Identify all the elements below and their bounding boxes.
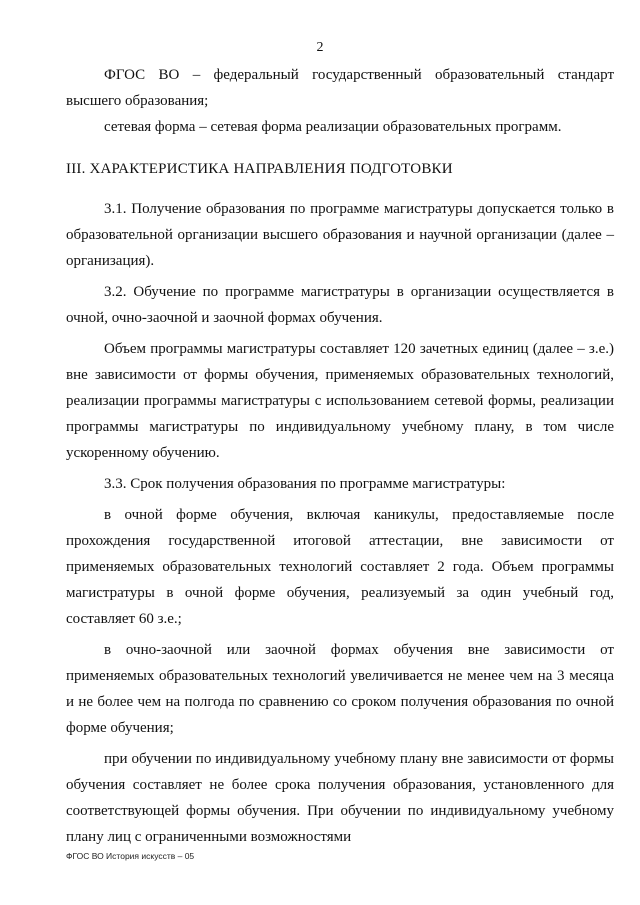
paragraph-3-3: 3.3. Срок получения образования по программе магистратуры: — [104, 476, 506, 492]
paragraph-part-time: в очно-заочной или заочной формах обучения вне зависимости от применяемых образовательных технологий увеличивается не менее чем на 3 месяца и не более чем на полгода по сравнению со сроком получения образования по очной форме обучения; — [66, 642, 614, 736]
footer-label: ФГОС ВО История искусств – 05 — [66, 851, 195, 861]
paragraph-individual-plan: при обучении по индивидуальному учебному плану вне зависимости от формы обучения составляет не более срока получения образования, установленного для соответствующей формы обучения. При обучении по индивидуальному учебному плану лиц с ограниченными возможностями — [66, 751, 614, 845]
paragraph-full-time: в очной форме обучения, включая каникулы, предоставляемые после прохождения государственной итоговой аттестации, вне зависимости от применяемых образовательных технологий составляет 2 года. Объем программы магистратуры в очной форме обучения, реализуемый за один учебный год, составляет 60 з.е.; — [66, 507, 614, 627]
paragraph-3-1: 3.1. Получение образования по программе магистратуры допускается только в образовательной организации высшего образования и научной организации (далее – организация). — [66, 201, 614, 269]
paragraph-fgos-definition: ФГОС ВО – федеральный государственный образовательный стандарт высшего образования; — [66, 67, 614, 109]
paragraph-program-volume: Объем программы магистратуры составляет 120 зачетных единиц (далее – з.е.) вне зависимости от формы обучения, применяемых образовательных технологий, реализации программы магистратуры с использованием сетевой формы, реализации программы магистратуры по индивидуальному учебному плану, в том числе ускоренному обучению. — [66, 341, 614, 461]
document-body — [66, 62, 614, 850]
section-heading: III. ХАРАКТЕРИСТИКА НАПРАВЛЕНИЯ ПОДГОТОВКИ — [66, 161, 453, 177]
page-number: 2 — [316, 40, 324, 55]
paragraph-3-2: 3.2. Обучение по программе магистратуры в организации осуществляется в очной, очно-заочной и заочной формах обучения. — [66, 284, 614, 326]
paragraph-network-form-definition: сетевая форма – сетевая форма реализации образовательных программ. — [104, 119, 562, 135]
